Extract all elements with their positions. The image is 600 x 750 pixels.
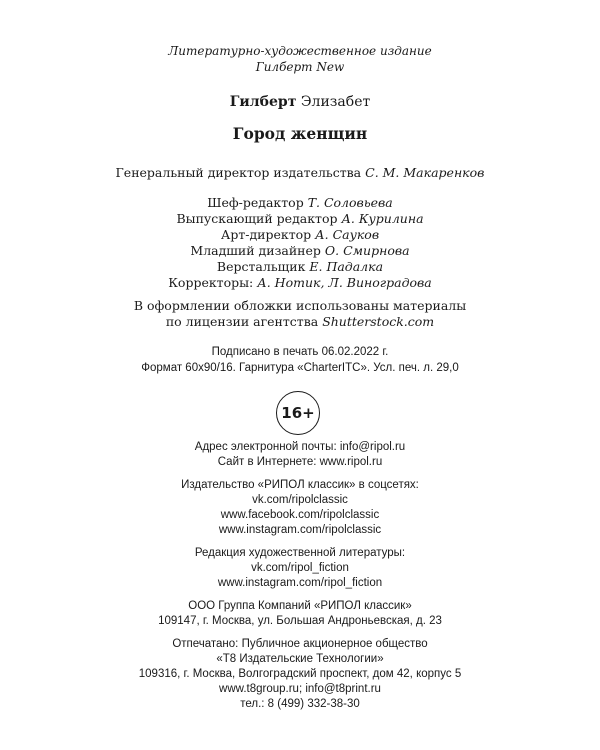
credit-role: Генеральный директор издательства — [115, 165, 362, 180]
author-last-name: Гилберт — [229, 94, 297, 110]
publisher-name: ООО Группа Компаний «РИПОЛ классик» — [188, 600, 412, 612]
printer-address: 109316, г. Москва, Волгоградский проспект, дом 42, корпус 5 — [138, 668, 462, 680]
credit-name: А. Нотик, Л. Виноградова — [257, 275, 432, 290]
credit-line — [0, 275, 600, 290]
credit-line — [0, 259, 600, 274]
general-director — [0, 165, 600, 180]
printer-phone: тел.: 8 (499) 332-38-30 — [240, 698, 360, 710]
credit-name: О. Смирнова — [324, 243, 410, 258]
cover-note-prefix: по лицензии агентства — [165, 314, 319, 329]
credit-name: А. Сауков — [315, 227, 380, 242]
credit-role: Верстальщик — [216, 259, 306, 274]
agency-name: Shutterstock.com — [322, 314, 435, 329]
printer-name: «Т8 Издательские Технологии» — [216, 653, 384, 665]
printer-web: www.t8group.ru; info@t8print.ru — [219, 683, 381, 695]
credit-name: Е. Падалка — [309, 259, 384, 274]
credit-line — [0, 227, 600, 242]
fiction-link: www.instagram.com/ripol_fiction — [217, 577, 383, 589]
fiction-heading: Редакция художественной литературы: — [194, 547, 406, 559]
credit-name: А. Курилина — [341, 211, 424, 226]
credit-role: Корректоры: — [168, 275, 254, 290]
social-link: www.facebook.com/ripolclassic — [220, 509, 380, 521]
credit-line — [0, 195, 600, 210]
print-format: Формат 60х90/16. Гарнитура «CharterITC». Усл. печ. л. 29,0 — [141, 362, 459, 374]
series-line: Литературно-художественное издание — [168, 44, 432, 58]
fiction-link: vk.com/ripol_fiction — [251, 562, 349, 574]
credit-name: Т. Соловьева — [307, 195, 393, 210]
contact-email: Адрес электронной почты: info@ripol.ru — [194, 441, 406, 453]
social-link: www.instagram.com/ripolclassic — [218, 524, 382, 536]
print-signed: Подписано в печать 06.02.2022 г. — [211, 346, 389, 358]
credit-role: Младший дизайнер — [190, 243, 321, 258]
credit-role: Арт-директор — [220, 227, 312, 242]
author-first-name: Элизабет — [300, 94, 371, 110]
contact-site: Сайт в Интернете: www.ripol.ru — [217, 456, 383, 468]
credit-line — [0, 243, 600, 258]
publisher-address: 109147, г. Москва, ул. Большая Андроньевская, д. 23 — [158, 615, 442, 627]
age-rating-badge: 16+ — [276, 391, 320, 435]
credit-line — [0, 211, 600, 226]
social-link: vk.com/ripolclassic — [252, 494, 348, 506]
credit-name: С. М. Макаренков — [365, 165, 485, 180]
author — [0, 94, 600, 110]
cover-note: В оформлении обложки использованы материалы — [133, 298, 467, 313]
credit-role: Шеф-редактор — [207, 195, 304, 210]
credit-role: Выпускающий редактор — [176, 211, 338, 226]
book-title: Город женщин — [232, 124, 368, 143]
series-name: Гилберт New — [255, 60, 345, 74]
cover-note-agency — [0, 314, 600, 329]
printer-line: Отпечатано: Публичное акционерное общество — [172, 638, 428, 650]
social-heading: Издательство «РИПОЛ классик» в соцсетях: — [181, 479, 419, 491]
